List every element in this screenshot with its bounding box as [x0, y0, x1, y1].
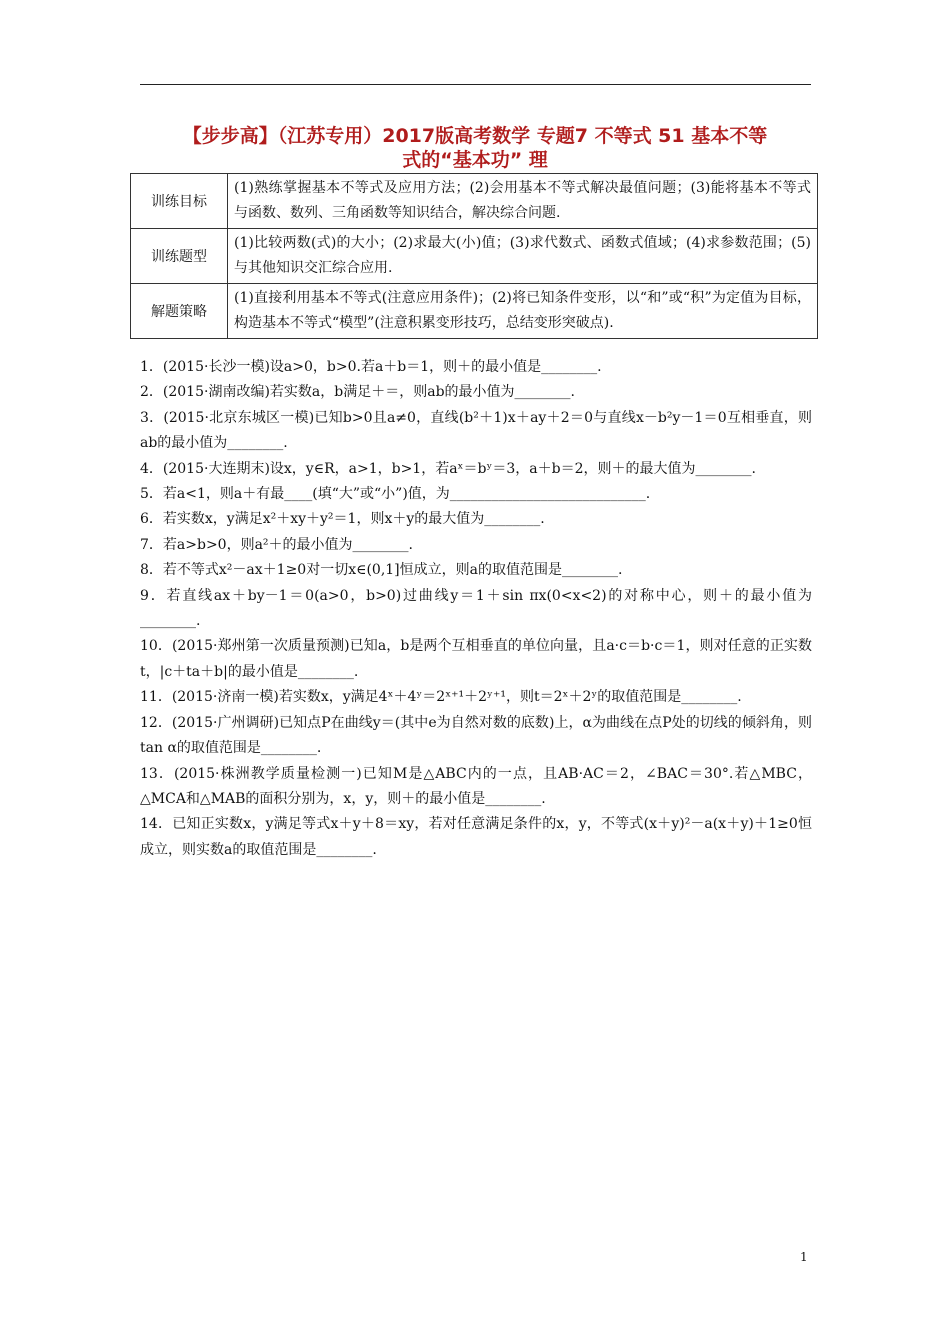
row-label: 解题策略 — [131, 284, 228, 339]
row-label: 训练目标 — [131, 174, 228, 229]
row-content: (1)熟练掌握基本不等式及应用方法；(2)会用基本不等式解决最值问题；(3)能将基本不等式与函数、数列、三角函数等知识结合，解决综合问题. — [228, 174, 818, 229]
title-line-1: 【步步高】（江苏专用）2017版高考数学 专题7 不等式 51 基本不等 — [182, 125, 768, 147]
row-content: (1)直接利用基本不等式(注意应用条件)；(2)将已知条件变形，以“和”或“积”为定值为目标，构造基本不等式“模型”(注意积累变形技巧，总结变形突破点). — [228, 284, 818, 339]
problem-item: 2．(2015·湖南改编)若实数a，b满足＋＝，则ab的最小值为________. — [140, 384, 575, 401]
title-line-2: 式的“基本功” 理 — [402, 149, 548, 171]
header-rule — [140, 84, 811, 85]
problem-item: 6．若实数x，y满足x²＋xy＋y²＝1，则x＋y的最大值为________. — [140, 511, 545, 528]
problem-item: 11．(2015·济南一模)若实数x，y满足4ˣ＋4ʸ＝2ˣ⁺¹＋2ʸ⁺¹，则t＝2ˣ＋2ʸ的取值范围是________. — [140, 689, 742, 706]
problem-item: 12．(2015·广州调研)已知点P在曲线y＝(其中e为自然对数的底数)上，α为曲线在点P处的切线的倾斜角，则tan α的取值范围是________. — [140, 714, 812, 757]
problem-item: 14．已知正实数x，y满足等式x＋y＋8＝xy，若对任意满足条件的x，y，不等式(x＋y)²－a(x＋y)＋1≥0恒成立，则实数a的取值范围是________. — [140, 816, 812, 858]
problem-item: 10．(2015·郑州第一次质量预测)已知a，b是两个互相垂直的单位向量，且a·c＝b·c＝1，则对任意的正实数t，|c＋ta＋b|的最小值是________. — [140, 638, 812, 680]
document-title — [120, 124, 830, 172]
table-row — [131, 284, 818, 339]
problem-item: 9．若直线ax＋by－1＝0(a>0，b>0)过曲线y＝1＋sin πx(0<x<2)的对称中心，则＋的最小值为________. — [140, 587, 812, 630]
row-content: (1)比较两数(式)的大小；(2)求最大(小)值；(3)求代数式、函数式值域；(4)求参数范围；(5)与其他知识交汇综合应用. — [228, 229, 818, 284]
problem-item: 5．若a<1，则a＋有最____(填“大”或“小”)值，为____________________________. — [140, 486, 651, 503]
training-info-table — [130, 173, 818, 339]
table-row — [131, 174, 818, 229]
problem-item: 1．(2015·长沙一模)设a>0，b>0.若a＋b＝1，则＋的最小值是________. — [140, 359, 602, 375]
problem-item: 7．若a>b>0，则a²＋的最小值为________. — [140, 536, 413, 553]
problem-list — [140, 355, 812, 863]
problem-item: 8．若不等式x²－ax＋1≥0对一切x∈(0,1]恒成立，则a的取值范围是________. — [140, 562, 623, 579]
problem-item: 3．(2015·北京东城区一模)已知b>0且a≠0，直线(b²＋1)x＋ay＋2＝0与直线x－b²y－1＝0互相垂直，则ab的最小值为________. — [140, 409, 812, 452]
problem-item: 4．(2015·大连期末)设x，y∈R，a>1，b>1，若aˣ＝bʸ＝3，a＋b＝2，则＋的最大值为________. — [140, 460, 756, 477]
page-number: 1 — [800, 1250, 808, 1264]
row-label: 训练题型 — [131, 229, 228, 284]
table-row — [131, 229, 818, 284]
problem-item: 13．(2015·株洲教学质量检测一)已知M是△ABC内的一点，且AB·AC＝2，∠BAC＝30°.若△MBC，△MCA和△MAB的面积分别为，x，y，则＋的最小值是________. — [140, 765, 812, 807]
